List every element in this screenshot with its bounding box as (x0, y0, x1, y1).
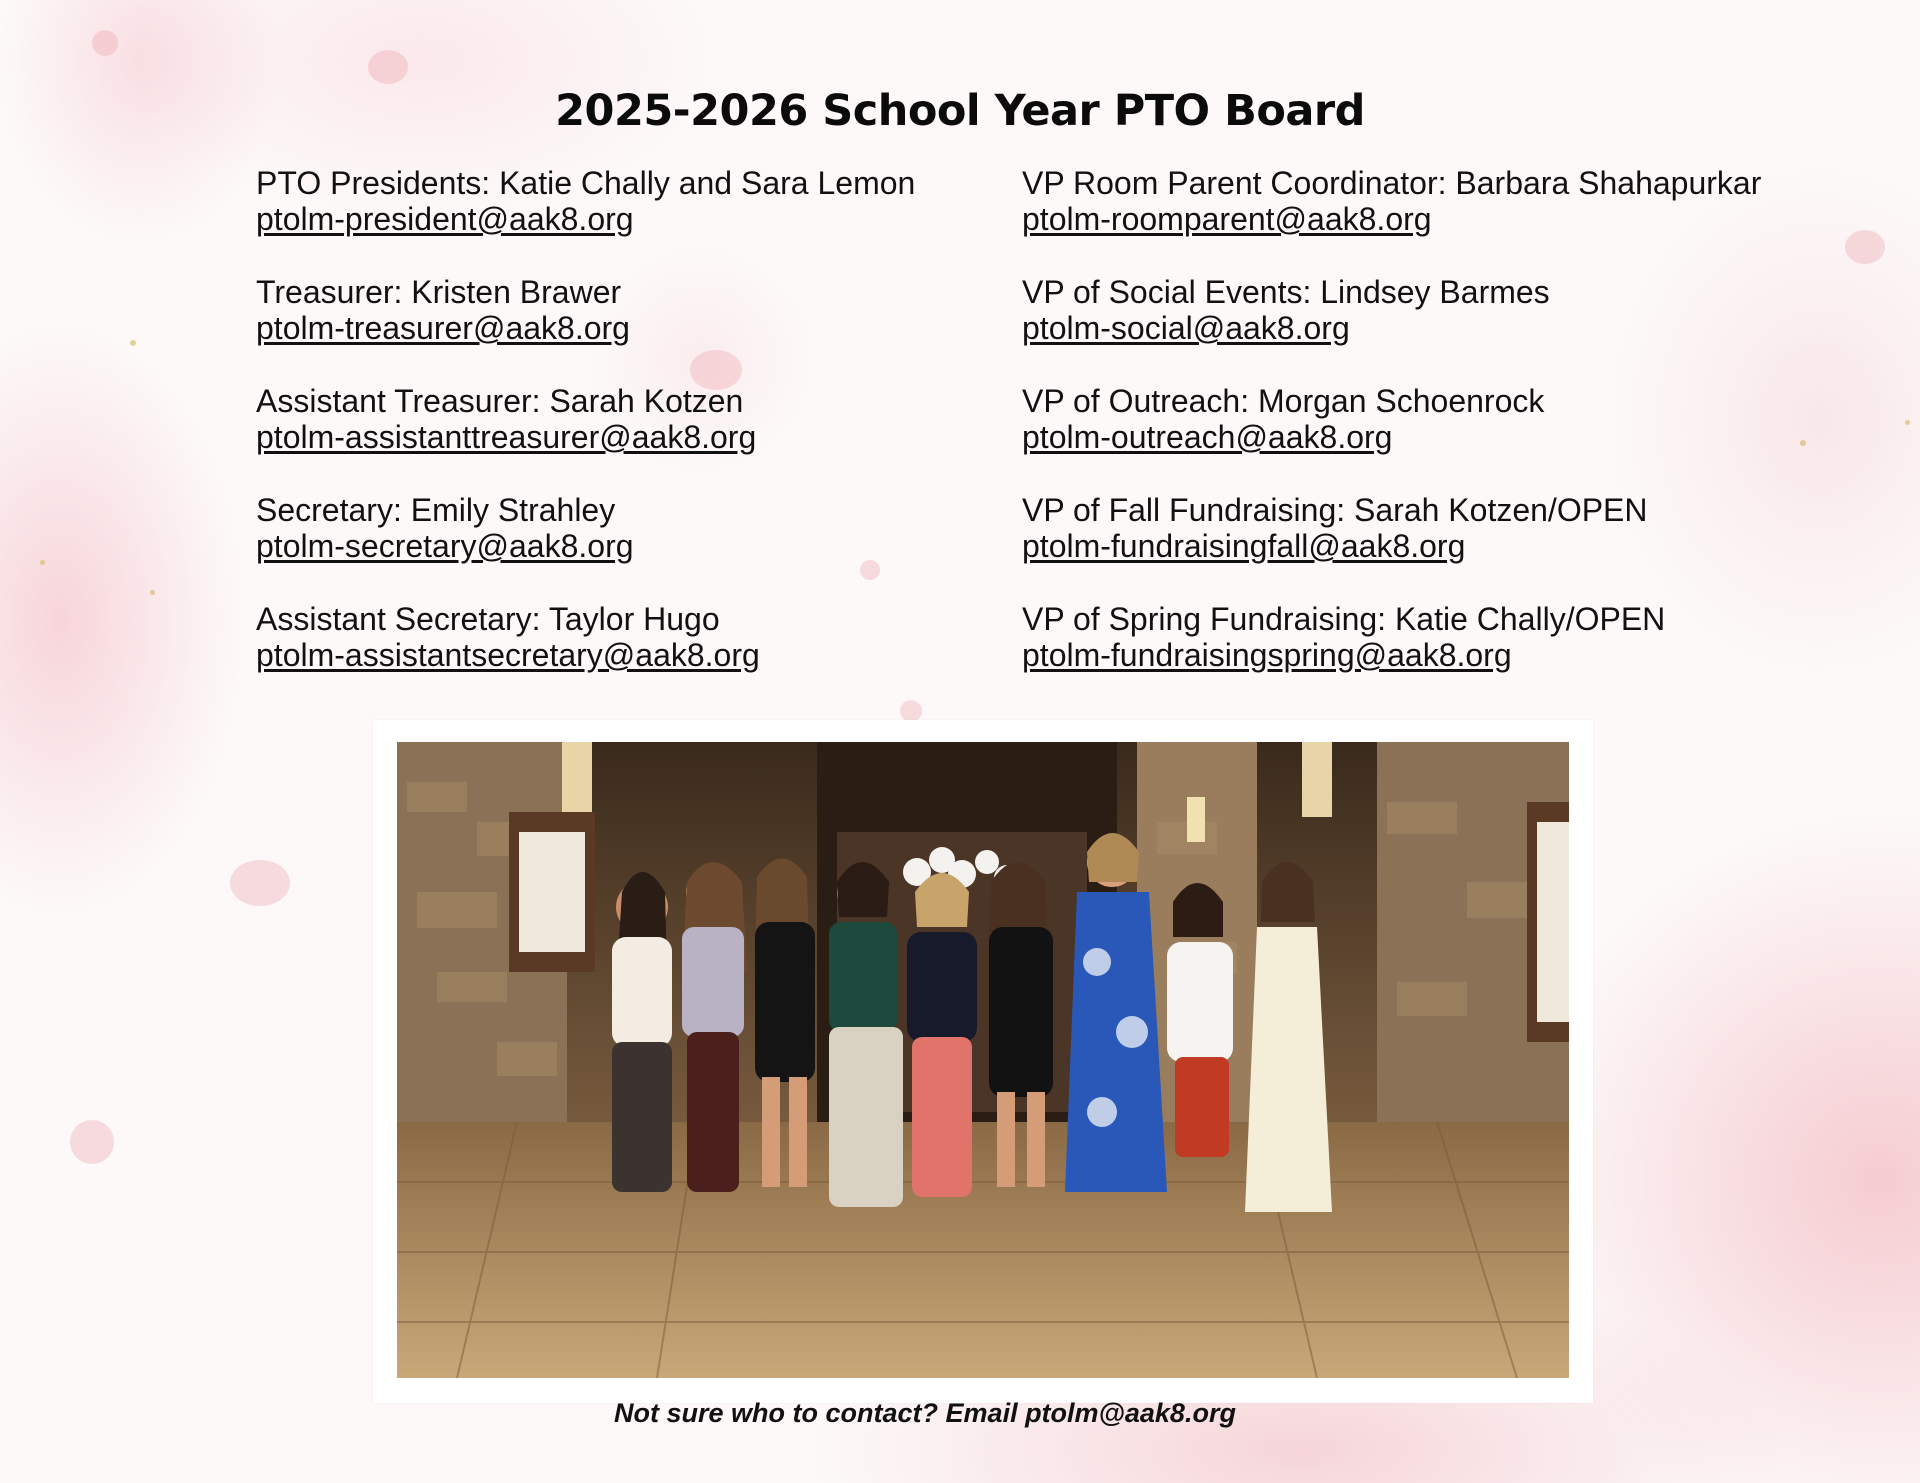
group-photo (397, 742, 1569, 1378)
contact-entry (256, 274, 996, 383)
email-link[interactable]: ptolm-outreach@aak8.org (1022, 419, 1393, 455)
email-link[interactable]: ptolm-fundraisingspring@aak8.org (1022, 637, 1512, 673)
role-label: Assistant Treasurer: Sarah Kotzen (256, 383, 744, 419)
contact-entry (1022, 492, 1902, 601)
email-link[interactable]: ptolm-treasurer@aak8.org (256, 310, 630, 346)
right-contact-column (1022, 165, 1902, 710)
role-label: VP Room Parent Coordinator: Barbara Shahapurkar (1022, 165, 1762, 201)
contact-entry (1022, 601, 1902, 710)
contact-entry (1022, 383, 1902, 492)
contact-entry (256, 492, 996, 601)
email-link[interactable]: ptolm-assistanttreasurer@aak8.org (256, 419, 757, 455)
paint-splatter (92, 30, 118, 56)
role-label: Secretary: Emily Strahley (256, 492, 616, 528)
email-link[interactable]: ptolm-president@aak8.org (256, 201, 634, 237)
paint-splatter (230, 860, 290, 906)
role-label: VP of Social Events: Lindsey Barmes (1022, 274, 1550, 310)
contact-entry (256, 165, 996, 274)
role-label: VP of Outreach: Morgan Schoenrock (1022, 383, 1545, 419)
role-label: PTO Presidents: Katie Chally and Sara Lemon (256, 165, 916, 201)
email-link[interactable]: ptolm-secretary@aak8.org (256, 528, 634, 564)
page-title: 2025-2026 School Year PTO Board (555, 86, 1365, 136)
left-contact-column (256, 165, 996, 710)
email-link[interactable]: ptolm-social@aak8.org (1022, 310, 1350, 346)
gold-fleck (130, 340, 136, 346)
contact-entry (256, 383, 996, 492)
role-label: VP of Fall Fundraising: Sarah Kotzen/OPEN (1022, 492, 1648, 528)
contact-footer-note: Not sure who to contact? Email ptolm@aak8.org (614, 1398, 1236, 1428)
contact-entry (256, 601, 996, 710)
contact-entry (1022, 165, 1902, 274)
paint-splatter (368, 50, 408, 84)
gold-fleck (150, 590, 155, 595)
role-label: Assistant Secretary: Taylor Hugo (256, 601, 720, 637)
gold-fleck (1905, 420, 1910, 425)
role-label: Treasurer: Kristen Brawer (256, 274, 622, 310)
contact-entry (1022, 274, 1902, 383)
email-link[interactable]: ptolm-fundraisingfall@aak8.org (1022, 528, 1466, 564)
gold-fleck (40, 560, 45, 565)
paint-splatter (70, 1120, 114, 1164)
email-link[interactable]: ptolm-assistantsecretary@aak8.org (256, 637, 760, 673)
email-link[interactable]: ptolm-roomparent@aak8.org (1022, 201, 1432, 237)
role-label: VP of Spring Fundraising: Katie Chally/OPEN (1022, 601, 1666, 637)
photo-frame (373, 720, 1593, 1403)
